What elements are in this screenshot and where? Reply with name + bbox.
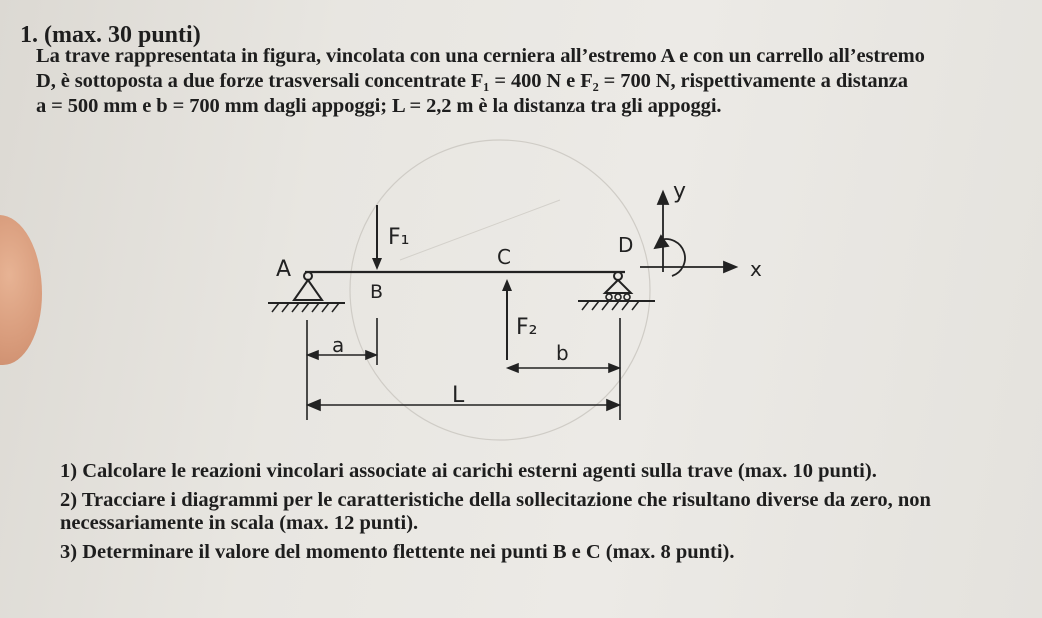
label-dim-l: L [452,383,465,408]
question-2: 2) Tracciare i diagrammi per le caratteristiche della sollecitazione che risultano diverse da zero, non [60,489,931,511]
pencil-line [400,200,560,260]
label-f2: F₂ [516,315,538,340]
force-f1-arrow [372,205,382,270]
statement-line-3: a = 500 mm e b = 700 mm dagli appoggi; L = 2,2 m è la distanza tra gli appoggi. [36,95,722,117]
label-axis-x: x [750,257,762,281]
label-dim-a: a [332,333,345,357]
coordinate-axes [640,192,736,276]
label-f1: F₁ [388,225,410,250]
label-a-point: A [276,257,292,282]
label-d-point: D [618,233,634,257]
exercise-number: 1. [20,22,38,48]
label-c-point: C [497,245,511,269]
roller-support-d [578,272,655,310]
label-b-point: B [370,281,384,303]
label-axis-y: y [673,179,687,204]
label-dim-b: b [556,341,569,365]
pencil-circle [350,140,650,440]
statement-line-2: D, è sottoposta a due forze trasversali concentrate F₁ = 400 N e F₂ = 700 N, rispettivamente a distanza [36,70,908,92]
force-f2-arrow [502,279,512,360]
question-3: 3) Determinare il valore del momento flettente nei punti B e C (max. 8 punti). [60,541,735,563]
statement-line-1: La trave rappresentata in figura, vincolata con una cerniera all’estremo A e con un carrello all’estremo [36,45,925,67]
question-2-continued: necessariamente in scala (max. 12 punti). [60,512,419,534]
exercise-points: (max. 30 punti) [44,22,201,48]
question-1: 1) Calcolare le reazioni vincolari associate ai carichi esterni agenti sulla trave (max. 10 punti). [60,460,877,482]
